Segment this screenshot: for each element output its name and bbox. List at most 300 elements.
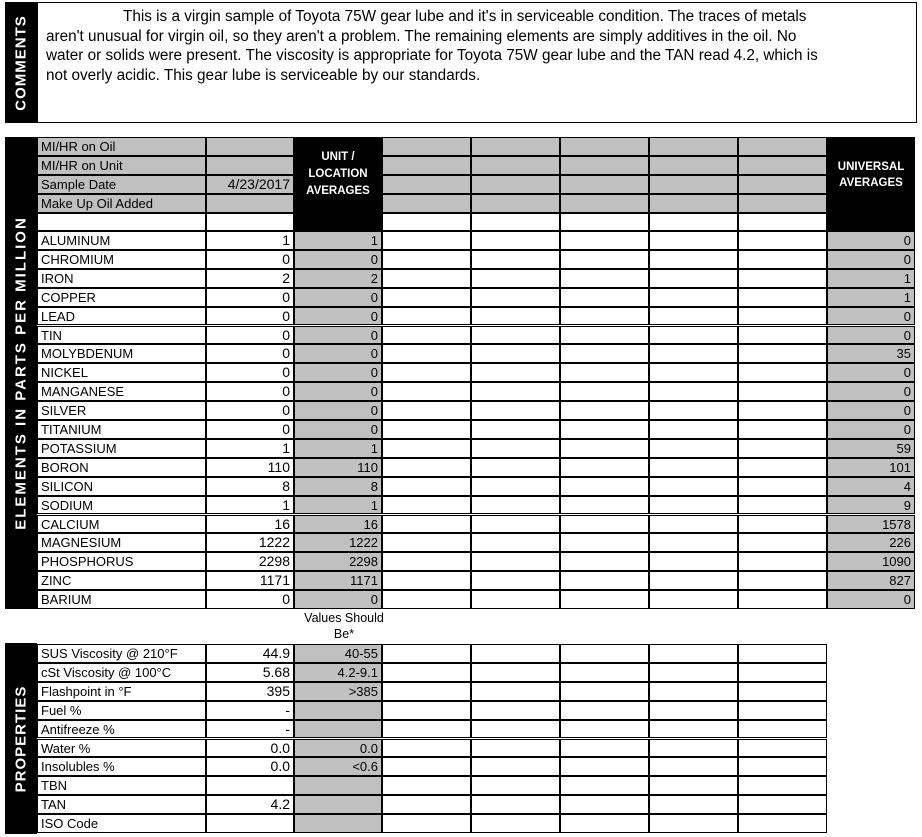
sample-info-value [206,137,294,156]
history-cell [382,739,471,758]
history-cell [560,795,649,814]
element-value: 0 [206,363,294,382]
element-universal-average: 0 [827,231,915,250]
history-cell [560,344,649,363]
history-cell [382,137,471,156]
history-cell [738,213,827,232]
comments-text: This is a virgin sample of Toyota 75W gear lube and it's in serviceable condition. The traces of metals aren't unusual for virgin oil, so they aren't a problem. The remaining elements are simply additives in the oil. No water or solids were present. The viscosity is appropriate for Toyota 75W gear lube and the TAN read 4.2, which is not overly acidic. This gear lube is serviceable by our standards. [46,8,818,84]
property-name: Water % [37,739,206,758]
element-name: COPPER [37,288,206,307]
history-cell [738,571,827,590]
property-row [37,757,827,776]
history-cell [471,533,560,552]
element-value: 0 [206,250,294,269]
history-cell [382,496,471,515]
history-cell [560,477,649,496]
history-cell [471,194,560,213]
element-universal-average: 0 [827,363,915,382]
property-name: TBN [37,776,206,795]
history-cell [649,137,738,156]
element-row [37,515,915,534]
element-value: 2298 [206,552,294,571]
property-name: TAN [37,795,206,814]
blank-cell [37,213,206,232]
history-cell [560,439,649,458]
element-name: ALUMINUM [37,231,206,250]
element-universal-average: 1 [827,269,915,288]
history-cell [738,288,827,307]
history-cell [382,326,471,345]
sample-info-row [37,194,915,213]
universal-cell [827,213,915,232]
history-cell [382,194,471,213]
history-cell [382,682,471,701]
history-cell [649,496,738,515]
history-cell [382,231,471,250]
history-cell [382,571,471,590]
history-cell [382,307,471,326]
history-cell [649,720,738,739]
element-value: 0 [206,382,294,401]
property-row [37,663,827,682]
history-cell [382,363,471,382]
element-row [37,382,915,401]
element-unit-average: 0 [294,420,382,439]
history-cell [738,401,827,420]
history-cell [382,663,471,682]
element-universal-average: 101 [827,458,915,477]
history-cell [382,814,471,833]
sample-info-row [37,175,915,194]
property-row [37,682,827,701]
property-should-be: >385 [294,682,382,701]
history-cell [738,814,827,833]
history-cell [471,644,560,663]
history-cell [382,156,471,175]
property-should-be [294,776,382,795]
element-unit-average: 1 [294,439,382,458]
property-row [37,776,827,795]
history-cell [471,137,560,156]
history-cell [471,231,560,250]
history-cell [382,269,471,288]
history-cell [471,175,560,194]
history-cell [471,269,560,288]
history-cell [471,344,560,363]
element-name: SODIUM [37,496,206,515]
history-cell [560,363,649,382]
history-cell [471,382,560,401]
properties-side-label-bar [5,643,37,834]
history-cell [560,213,649,232]
history-cell [471,458,560,477]
history-cell [471,776,560,795]
history-cell [738,552,827,571]
element-name: SILVER [37,401,206,420]
history-cell [560,231,649,250]
history-cell [382,776,471,795]
element-unit-average: 0 [294,250,382,269]
history-cell [738,231,827,250]
element-name: TITANIUM [37,420,206,439]
history-cell [382,477,471,496]
element-value: 8 [206,477,294,496]
element-value: 0 [206,590,294,609]
history-cell [471,720,560,739]
history-cell [560,194,649,213]
history-cell [738,194,827,213]
element-row [37,420,915,439]
history-cell [471,156,560,175]
history-cell [471,590,560,609]
history-cell [471,739,560,758]
history-cell [649,420,738,439]
history-cell [382,250,471,269]
element-row [37,477,915,496]
history-cell [738,175,827,194]
history-cell [560,269,649,288]
element-universal-average: 0 [827,401,915,420]
history-cell [471,515,560,534]
history-cell [738,720,827,739]
element-row [37,288,915,307]
history-cell [649,776,738,795]
element-name: TIN [37,326,206,345]
history-cell [471,250,560,269]
element-name: CHROMIUM [37,250,206,269]
element-universal-average: 35 [827,344,915,363]
element-name: LEAD [37,307,206,326]
history-cell [649,682,738,701]
history-cell [471,757,560,776]
property-value: 0.0 [206,739,294,758]
property-should-be: 0.0 [294,739,382,758]
history-cell [382,720,471,739]
history-cell [649,269,738,288]
element-universal-average: 0 [827,382,915,401]
history-cell [649,307,738,326]
history-cell [560,739,649,758]
element-universal-average: 0 [827,590,915,609]
history-cell [738,250,827,269]
element-row [37,552,915,571]
element-value: 2 [206,269,294,288]
history-cell [738,420,827,439]
element-unit-average: 0 [294,307,382,326]
history-cell [560,175,649,194]
history-cell [738,644,827,663]
sample-info-label: MI/HR on Unit [37,156,206,175]
history-cell [471,363,560,382]
elements-side-label-bar [5,137,37,609]
history-cell [382,458,471,477]
property-should-be: 4.2-9.1 [294,663,382,682]
history-cell [382,420,471,439]
history-cell [649,156,738,175]
element-value: 1 [206,439,294,458]
element-value: 16 [206,515,294,534]
element-name: BARIUM [37,590,206,609]
history-cell [471,663,560,682]
history-cell [560,156,649,175]
element-universal-average: 9 [827,496,915,515]
elements-label: ELEMENTS IN PARTS PER MILLION [12,216,30,530]
history-cell [471,552,560,571]
element-row [37,307,915,326]
history-cell [471,814,560,833]
history-cell [649,250,738,269]
history-cell [738,590,827,609]
properties-label: PROPERTIES [12,685,30,792]
element-universal-average: 226 [827,533,915,552]
property-should-be [294,720,382,739]
element-unit-average: 8 [294,477,382,496]
history-cell [649,288,738,307]
element-unit-average: 1 [294,231,382,250]
element-name: MAGNESIUM [37,533,206,552]
history-cell [382,213,471,232]
element-universal-average: 827 [827,571,915,590]
sample-info-label: Make Up Oil Added [37,194,206,213]
history-cell [560,458,649,477]
element-name: NICKEL [37,363,206,382]
history-cell [738,496,827,515]
history-cell [560,814,649,833]
history-cell [738,477,827,496]
history-cell [738,382,827,401]
sample-info-row [37,137,915,156]
history-cell [738,307,827,326]
element-unit-average: 0 [294,363,382,382]
history-cell [560,552,649,571]
history-cell [471,701,560,720]
history-cell [649,439,738,458]
element-row [37,533,915,552]
history-cell [471,477,560,496]
history-cell [382,701,471,720]
history-cell [649,552,738,571]
history-cell [560,720,649,739]
history-cell [471,307,560,326]
history-cell [382,533,471,552]
sample-info-value: 4/23/2017 [206,175,294,194]
element-value: 0 [206,420,294,439]
element-row [37,250,915,269]
history-cell [382,175,471,194]
element-unit-average: 0 [294,401,382,420]
history-cell [649,458,738,477]
history-cell [560,644,649,663]
comments-label: COMMENTS [12,14,30,111]
history-cell [738,344,827,363]
history-cell [649,644,738,663]
history-cell [649,533,738,552]
history-cell [560,663,649,682]
element-row [37,571,915,590]
element-row [37,344,915,363]
history-cell [382,401,471,420]
history-cell [560,401,649,420]
element-value: 0 [206,288,294,307]
history-cell [738,795,827,814]
history-cell [649,814,738,833]
property-row [37,644,827,663]
history-cell [649,795,738,814]
element-value: 1171 [206,571,294,590]
history-cell [471,213,560,232]
element-universal-average: 1578 [827,515,915,534]
history-cell [382,552,471,571]
history-cell [649,590,738,609]
element-unit-average: 0 [294,590,382,609]
unit-location-averages-header-text: UNIT / LOCATION AVERAGES [306,151,370,197]
property-value: 0.0 [206,757,294,776]
property-should-be: 40-55 [294,644,382,663]
element-universal-average: 0 [827,420,915,439]
sample-info-value [206,156,294,175]
element-row [37,496,915,515]
property-should-be [294,814,382,833]
history-cell [738,663,827,682]
element-row [37,231,915,250]
history-cell [471,420,560,439]
history-cell [560,776,649,795]
history-cell [649,663,738,682]
history-cell [560,288,649,307]
element-unit-average: 110 [294,458,382,477]
history-cell [560,137,649,156]
element-row [37,363,915,382]
sample-info-value [206,194,294,213]
element-value: 0 [206,326,294,345]
history-cell [471,682,560,701]
element-unit-average: 2298 [294,552,382,571]
property-value: - [206,720,294,739]
history-cell [649,401,738,420]
element-universal-average: 1 [827,288,915,307]
element-unit-average: 0 [294,344,382,363]
element-unit-average: 2 [294,269,382,288]
history-cell [649,344,738,363]
property-name: ISO Code [37,814,206,833]
element-universal-average: 1090 [827,552,915,571]
history-cell [382,795,471,814]
property-row [37,795,827,814]
history-cell [738,682,827,701]
element-unit-average: 0 [294,288,382,307]
property-row [37,720,827,739]
history-cell [560,682,649,701]
history-cell [560,307,649,326]
blank-row [37,213,915,232]
element-value: 1 [206,231,294,250]
history-cell [560,571,649,590]
element-row [37,326,915,345]
property-value: 44.9 [206,644,294,663]
history-cell [649,515,738,534]
element-unit-average: 0 [294,326,382,345]
history-cell [649,363,738,382]
property-row [37,739,827,758]
element-row [37,269,915,288]
element-value: 0 [206,401,294,420]
history-cell [471,288,560,307]
element-unit-average: 1222 [294,533,382,552]
history-cell [738,137,827,156]
history-cell [471,401,560,420]
history-cell [560,757,649,776]
element-universal-average: 4 [827,477,915,496]
property-value: - [206,701,294,720]
history-cell [738,363,827,382]
element-name: MOLYBDENUM [37,344,206,363]
history-cell [738,776,827,795]
element-unit-average: 1171 [294,571,382,590]
history-cell [560,420,649,439]
blank-cell [206,213,294,232]
history-cell [649,231,738,250]
history-cell [738,439,827,458]
element-value: 110 [206,458,294,477]
sample-info-row [37,156,915,175]
history-cell [382,382,471,401]
history-cell [738,757,827,776]
property-value [206,776,294,795]
element-universal-average: 0 [827,307,915,326]
history-cell [382,288,471,307]
history-cell [560,701,649,720]
history-cell [649,739,738,758]
history-cell [560,326,649,345]
element-unit-average: 16 [294,515,382,534]
unit-avg-cell [294,213,382,232]
element-value: 1 [206,496,294,515]
element-name: BORON [37,458,206,477]
history-cell [382,439,471,458]
element-value: 0 [206,307,294,326]
element-row [37,401,915,420]
element-universal-average: 0 [827,326,915,345]
element-universal-average: 59 [827,439,915,458]
universal-averages-header [827,137,915,212]
property-value [206,814,294,833]
history-cell [471,496,560,515]
history-cell [560,496,649,515]
history-cell [649,701,738,720]
history-cell [382,344,471,363]
property-value: 5.68 [206,663,294,682]
element-name: MANGANESE [37,382,206,401]
element-value: 1222 [206,533,294,552]
property-name: Antifreeze % [37,720,206,739]
property-should-be [294,701,382,720]
element-name: ZINC [37,571,206,590]
element-universal-average: 0 [827,250,915,269]
history-cell [382,644,471,663]
history-cell [471,795,560,814]
property-row [37,701,827,720]
history-cell [649,757,738,776]
history-cell [738,515,827,534]
element-row [37,458,915,477]
history-cell [560,533,649,552]
property-value: 395 [206,682,294,701]
sample-info-label: Sample Date [37,175,206,194]
element-unit-average: 0 [294,382,382,401]
element-row [37,590,915,609]
element-name: POTASSIUM [37,439,206,458]
unit-location-averages-header [294,137,382,212]
